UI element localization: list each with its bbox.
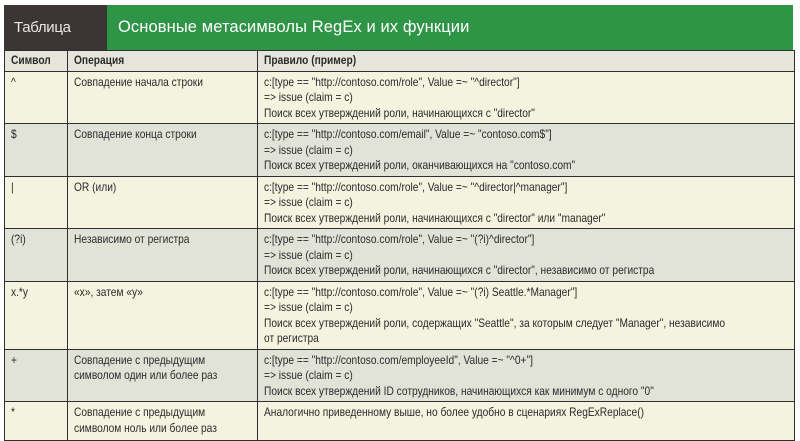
rule-line: c:[type == "http://contoso.com/role", Value =~ "(?i) Seattle.*Manager"] [264, 285, 578, 299]
rule-line: => issue (claim = c) [264, 248, 353, 262]
cell-symbol [5, 71, 68, 124]
rule-line: c:[type == "http://contoso.com/email", Value =~ "contoso.com$"] [264, 128, 552, 141]
table-row [5, 229, 795, 282]
operation-text: Совпадение конца строки [74, 128, 197, 141]
rule-description: Поиск всех утверждений роли, начинающихся с "director", независимо от регистра [264, 264, 655, 277]
table-row [5, 349, 795, 402]
table-caption-band [4, 5, 793, 50]
cell-symbol [5, 281, 68, 349]
cell-symbol [5, 176, 68, 229]
cell-operation [68, 402, 258, 441]
rule-description: Аналогично приведенному выше, но более удобно в сценариях RegExReplace() [264, 406, 645, 419]
rule-description: Поиск всех утверждений ID сотрудников, начинающихся как минимум с одного "0" [264, 384, 654, 398]
symbol-text: $ [11, 128, 17, 141]
operation-text: символом ноль или более раз [74, 421, 217, 435]
cell-operation [68, 349, 258, 402]
column-header-rule [258, 51, 795, 72]
symbol-text: x.*y [11, 285, 29, 299]
operation-text: Совпадение с предыдущим [74, 353, 206, 367]
cell-symbol [5, 402, 68, 441]
cell-operation [68, 71, 258, 124]
column-header-label: Символ [11, 54, 51, 67]
cell-rule [258, 402, 795, 441]
rule-description: Поиск всех утверждений роли, начинающихся с "director" [264, 106, 535, 120]
cell-rule [258, 176, 795, 229]
rule-line: => issue (claim = c) [264, 369, 353, 382]
cell-operation [68, 124, 258, 177]
table-caption-label: Таблица [4, 5, 107, 50]
cell-symbol [5, 124, 68, 177]
rule-description: Поиск всех утверждений роли, начинающихся с "director" или "manager" [264, 211, 606, 225]
cell-rule [258, 229, 795, 282]
cell-operation [68, 176, 258, 229]
symbol-text: + [11, 353, 17, 367]
cell-operation [68, 229, 258, 282]
rule-description: Поиск всех утверждений роли, оканчивающихся на "contoso.com" [264, 159, 576, 172]
cell-rule [258, 281, 795, 349]
column-header-label: Правило (пример) [264, 54, 357, 67]
table-row [5, 176, 795, 229]
operation-text: символом один или более раз [74, 369, 218, 382]
regex-metacharacters-table [4, 50, 795, 441]
table-row [5, 124, 795, 177]
operation-text: Совпадение начала строки [74, 75, 203, 89]
table-row [5, 71, 795, 124]
rule-line: => issue (claim = c) [264, 301, 353, 314]
symbol-text: | [11, 180, 14, 194]
operation-text: OR (или) [74, 180, 117, 194]
rule-line: => issue (claim = c) [264, 143, 353, 157]
column-header-operation [68, 51, 258, 72]
symbol-text: (?i) [11, 233, 26, 246]
rule-description: Поиск всех утверждений роли, содержащих "Seattle", за которым следует "Manager", независимо [264, 316, 726, 330]
rule-description-cont: от регистра [264, 332, 319, 345]
rule-line: c:[type == "http://contoso.com/role", Value =~ "^director|^manager"] [264, 180, 568, 194]
cell-rule [258, 349, 795, 402]
operation-text: «x», затем «y» [74, 285, 143, 299]
column-header-symbol [5, 51, 68, 72]
table-row [5, 402, 795, 441]
symbol-text: ^ [11, 75, 16, 89]
operation-text: Совпадение с предыдущим [74, 406, 206, 419]
operation-text: Независимо от регистра [74, 233, 190, 246]
table-header-row [5, 51, 795, 72]
cell-symbol [5, 349, 68, 402]
cell-rule [258, 124, 795, 177]
rule-line: => issue (claim = c) [264, 196, 353, 209]
rule-line: c:[type == "http://contoso.com/employeeId", Value =~ "^0+"] [264, 353, 533, 367]
symbol-text: * [11, 406, 15, 419]
table-row [5, 281, 795, 349]
cell-operation [68, 281, 258, 349]
column-header-label: Операция [74, 54, 125, 67]
cell-rule [258, 71, 795, 124]
table-title: Основные метасимволы RegEx и их функции [107, 5, 793, 50]
cell-symbol [5, 229, 68, 282]
rule-line: c:[type == "http://contoso.com/role", Value =~ "(?i)^director"] [264, 233, 535, 246]
rule-line: => issue (claim = c) [264, 91, 353, 104]
rule-line: c:[type == "http://contoso.com/role", Value =~ "^director"] [264, 75, 520, 89]
